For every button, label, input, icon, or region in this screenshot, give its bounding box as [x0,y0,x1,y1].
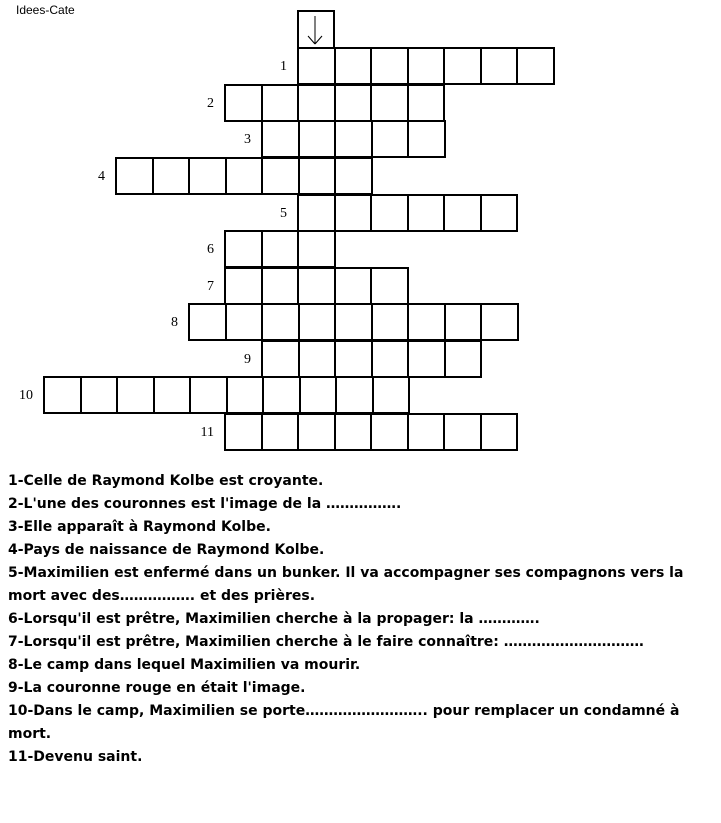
grid-cell[interactable] [188,303,227,341]
clue-1: 1-Celle de Raymond Kolbe est croyante. [8,473,324,489]
grid-cell[interactable] [480,194,519,232]
grid-cell[interactable] [297,267,336,305]
grid-cell[interactable] [334,84,373,122]
grid-cell[interactable] [334,303,373,341]
grid-cell[interactable] [298,157,337,195]
clue-3: 3-Elle apparaît à Raymond Kolbe. [8,519,271,535]
grid-cell[interactable] [334,120,373,158]
row-number: 6 [207,242,214,257]
grid-cell[interactable] [43,376,82,414]
down-arrow-icon [306,14,324,46]
row-number: 7 [207,279,214,294]
grid-cell[interactable] [443,47,482,85]
grid-cell[interactable] [334,194,373,232]
row-number: 2 [207,96,214,111]
grid-cell[interactable] [261,230,300,268]
grid-cell[interactable] [407,194,446,232]
clue-8: 8-Le camp dans lequel Maximilien va mourir. [8,657,361,673]
clue-11: 11-Devenu saint. [8,749,143,765]
grid-cell[interactable] [261,84,300,122]
row-number: 1 [280,59,287,74]
grid-cell[interactable] [480,47,519,85]
grid-cell[interactable] [153,376,192,414]
clue-2: 2-L'une des couronnes est l'image de la ……………. [8,496,402,512]
grid-cell[interactable] [261,120,300,158]
clue-4: 4-Pays de naissance de Raymond Kolbe. [8,542,325,558]
grid-cell[interactable] [297,230,336,268]
grid-cell[interactable] [407,120,446,158]
grid-cell[interactable] [444,340,483,378]
grid-cell[interactable] [298,340,337,378]
grid-cell[interactable] [334,267,373,305]
grid-cell[interactable] [370,267,409,305]
grid-cell[interactable] [261,157,300,195]
grid-cell[interactable] [443,413,482,451]
grid-cell[interactable] [480,413,519,451]
clue-10: 10-Dans le camp, Maximilien se porte…………………….. pour remplacer un condamné à mort. [8,703,680,742]
grid-cell[interactable] [334,413,373,451]
grid-cell[interactable] [297,84,336,122]
grid-cell[interactable] [371,120,410,158]
row-number: 5 [280,206,287,221]
grid-cell[interactable] [372,376,411,414]
row-number: 3 [244,132,251,147]
site-logo-text: Idees-Cate [16,3,75,17]
grid-cell[interactable] [188,157,227,195]
grid-cell[interactable] [224,84,263,122]
grid-cell[interactable] [80,376,119,414]
grid-cell[interactable] [261,303,300,341]
grid-cell[interactable] [116,376,155,414]
grid-cell[interactable] [299,376,338,414]
grid-cell[interactable] [370,194,409,232]
grid-cell[interactable] [298,303,337,341]
clue-7: 7-Lorsqu'il est prêtre, Maximilien cherche à le faire connaître: ………………………… [8,634,644,650]
clue-list [8,470,716,769]
row-number: 11 [200,425,214,440]
grid-cell[interactable] [370,413,409,451]
grid-cell[interactable] [115,157,154,195]
clue-9: 9-La couronne rouge en était l'image. [8,680,306,696]
grid-cell[interactable] [370,47,409,85]
grid-cell[interactable] [298,120,337,158]
grid-cell[interactable] [297,413,336,451]
grid-cell[interactable] [297,194,336,232]
grid-cell[interactable] [335,376,374,414]
grid-cell[interactable] [407,47,446,85]
grid-cell[interactable] [152,157,191,195]
grid-cell[interactable] [407,84,446,122]
grid-cell[interactable] [444,303,483,341]
grid-cell[interactable] [443,194,482,232]
grid-cell[interactable] [370,84,409,122]
grid-cell[interactable] [334,47,373,85]
grid-cell[interactable] [516,47,555,85]
grid-cell[interactable] [261,267,300,305]
clue-6: 6-Lorsqu'il est prêtre, Maximilien cherche à la propager: la …………. [8,611,540,627]
grid-cell[interactable] [371,340,410,378]
row-number: 4 [98,169,105,184]
row-number: 10 [19,388,33,403]
grid-cell[interactable] [225,303,264,341]
row-number: 8 [171,315,178,330]
grid-cell[interactable] [226,376,265,414]
grid-cell[interactable] [480,303,519,341]
grid-cell[interactable] [297,47,336,85]
grid-cell[interactable] [224,230,263,268]
grid-cell[interactable] [224,413,263,451]
grid-cell[interactable] [261,413,300,451]
grid-cell[interactable] [407,413,446,451]
grid-cell[interactable] [189,376,228,414]
grid-cell[interactable] [334,340,373,378]
grid-cell[interactable] [262,376,301,414]
grid-cell[interactable] [407,303,446,341]
grid-cell[interactable] [334,157,373,195]
grid-cell[interactable] [407,340,446,378]
grid-cell[interactable] [225,157,264,195]
grid-cell[interactable] [371,303,410,341]
grid-cell[interactable] [224,267,263,305]
grid-cell[interactable] [261,340,300,378]
clue-5: 5-Maximilien est enfermé dans un bunker. Il va accompagner ses compagnons vers la mort avec des……………. et des prières. [8,565,684,604]
row-number: 9 [244,352,251,367]
